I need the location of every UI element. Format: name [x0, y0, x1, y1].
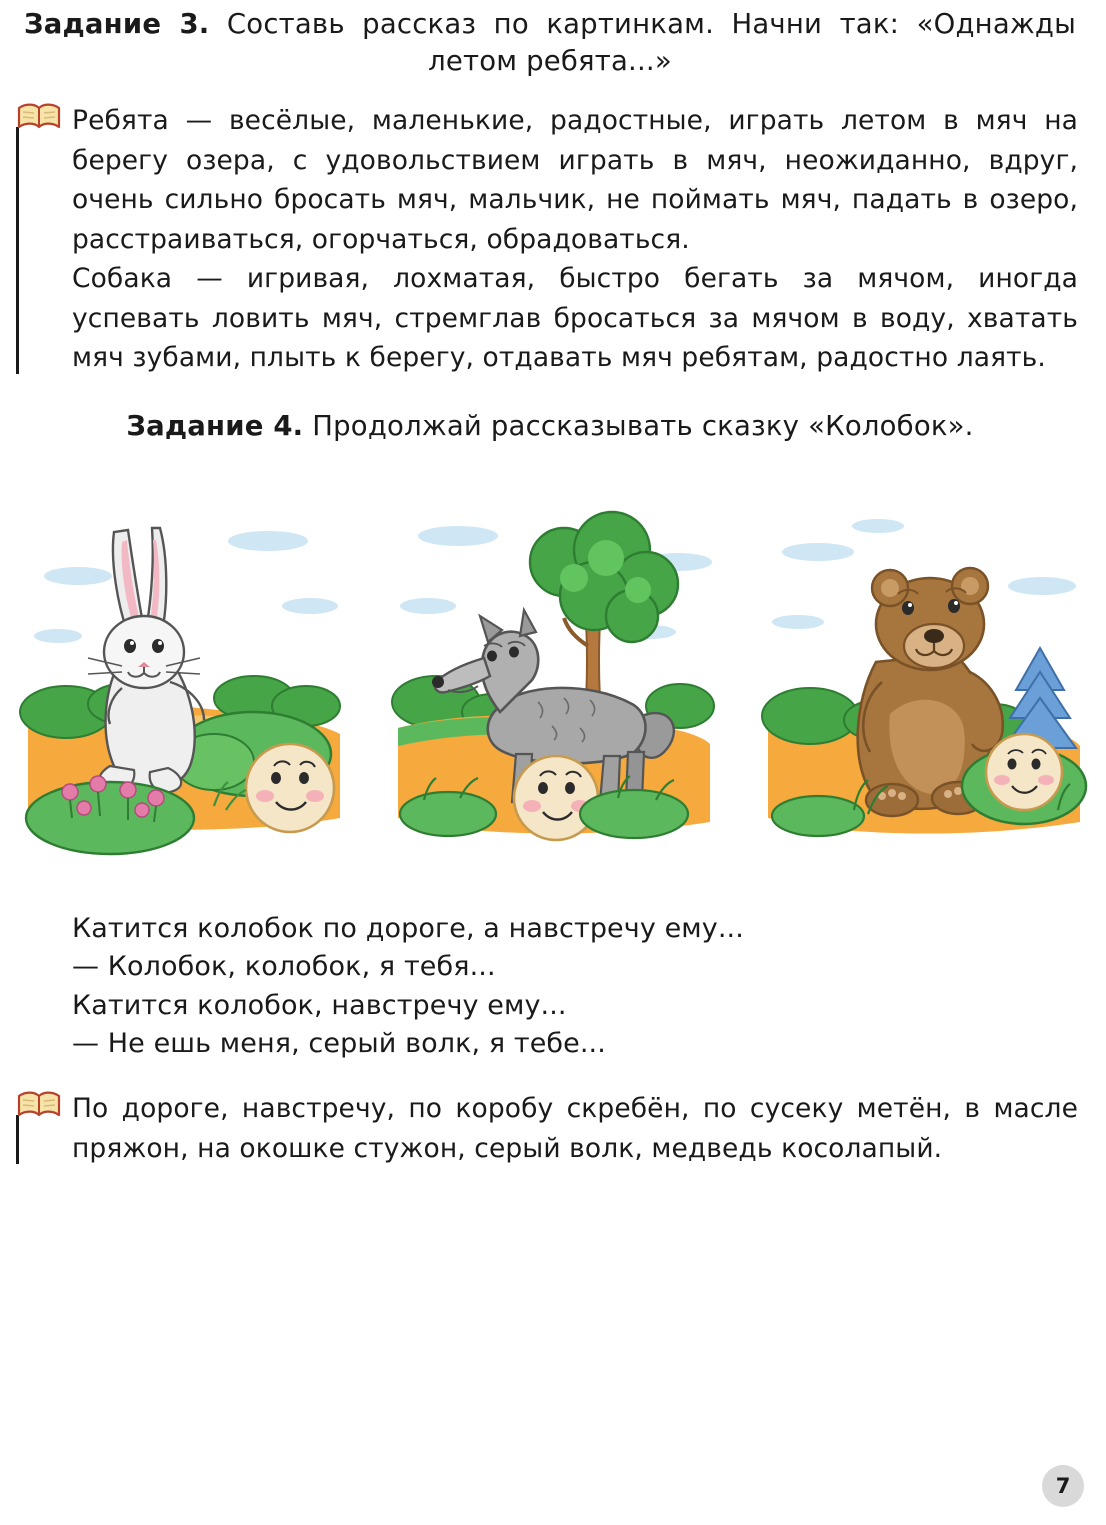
wordbank-2 [0, 1089, 1106, 1168]
page-number: 7 [1042, 1465, 1084, 1507]
story-line-3 [24, 987, 1076, 1025]
wolf-and-kolobok-illustration [388, 466, 718, 886]
task-3-heading [24, 6, 1076, 79]
worksheet-page [0, 6, 1106, 1525]
task-3-label: Задание 3. [24, 8, 210, 40]
bear-and-kolobok-illustration [758, 466, 1088, 886]
story-line-2-text: — Колобок, колобок, я тебя... [72, 951, 496, 983]
task-3-block [0, 6, 1106, 79]
story-line-4 [24, 1025, 1076, 1063]
story-text [0, 910, 1106, 1063]
open-book-icon [16, 1089, 62, 1121]
wordbank-1 [0, 101, 1106, 377]
story-line-1 [24, 910, 1076, 948]
illustration-row [0, 466, 1106, 886]
wordbank-1-paragraph-1: Ребята — весёлые, маленькие, радостные, играть летом в мяч на берегу озера, с удовольствием играть в мяч, неожиданно, вдруг, очень сильно бросать мяч, мальчик, не поймать мяч, падать в озеро, расстраиваться, огорчаться, обрадоваться. [72, 105, 1078, 255]
wordbank-1-rule [16, 127, 19, 373]
story-line-1-text: Катится колобок по дороге, а навстречу ему... [72, 913, 744, 945]
task-3-text: Составь рассказ по картинкам. Начни так: «Однажды летом ребята...» [226, 8, 1076, 77]
hare-and-kolobok-illustration [18, 466, 348, 886]
story-line-3-text: Катится колобок, навстречу ему... [72, 989, 567, 1021]
task-4-heading [24, 408, 1076, 445]
task-4-block [0, 408, 1106, 445]
wordbank-2-rule [16, 1115, 19, 1164]
wordbank-1-paragraph-2: Собака — игривая, лохматая, быстро бегать за мячом, иногда успевать ловить мяч, стремглав бросаться за мячом в воду, хватать мяч зубами, плыть к берегу, отдавать мяч ребятам, радостно лаять. [72, 263, 1078, 374]
wordbank-2-paragraph: По дороге, навстречу, по коробу скребён, по сусеку метён, в масле пряжон, на окошке стужон, серый волк, медведь косолапый. [72, 1093, 1078, 1164]
story-line-2 [24, 948, 1076, 986]
story-line-4-text: — Не ешь меня, серый волк, я тебе... [72, 1028, 606, 1060]
open-book-icon [16, 101, 62, 133]
task-4-text: Продолжай рассказывать сказку «Колобок». [312, 409, 974, 442]
task-4-label: Задание 4. [126, 409, 304, 442]
